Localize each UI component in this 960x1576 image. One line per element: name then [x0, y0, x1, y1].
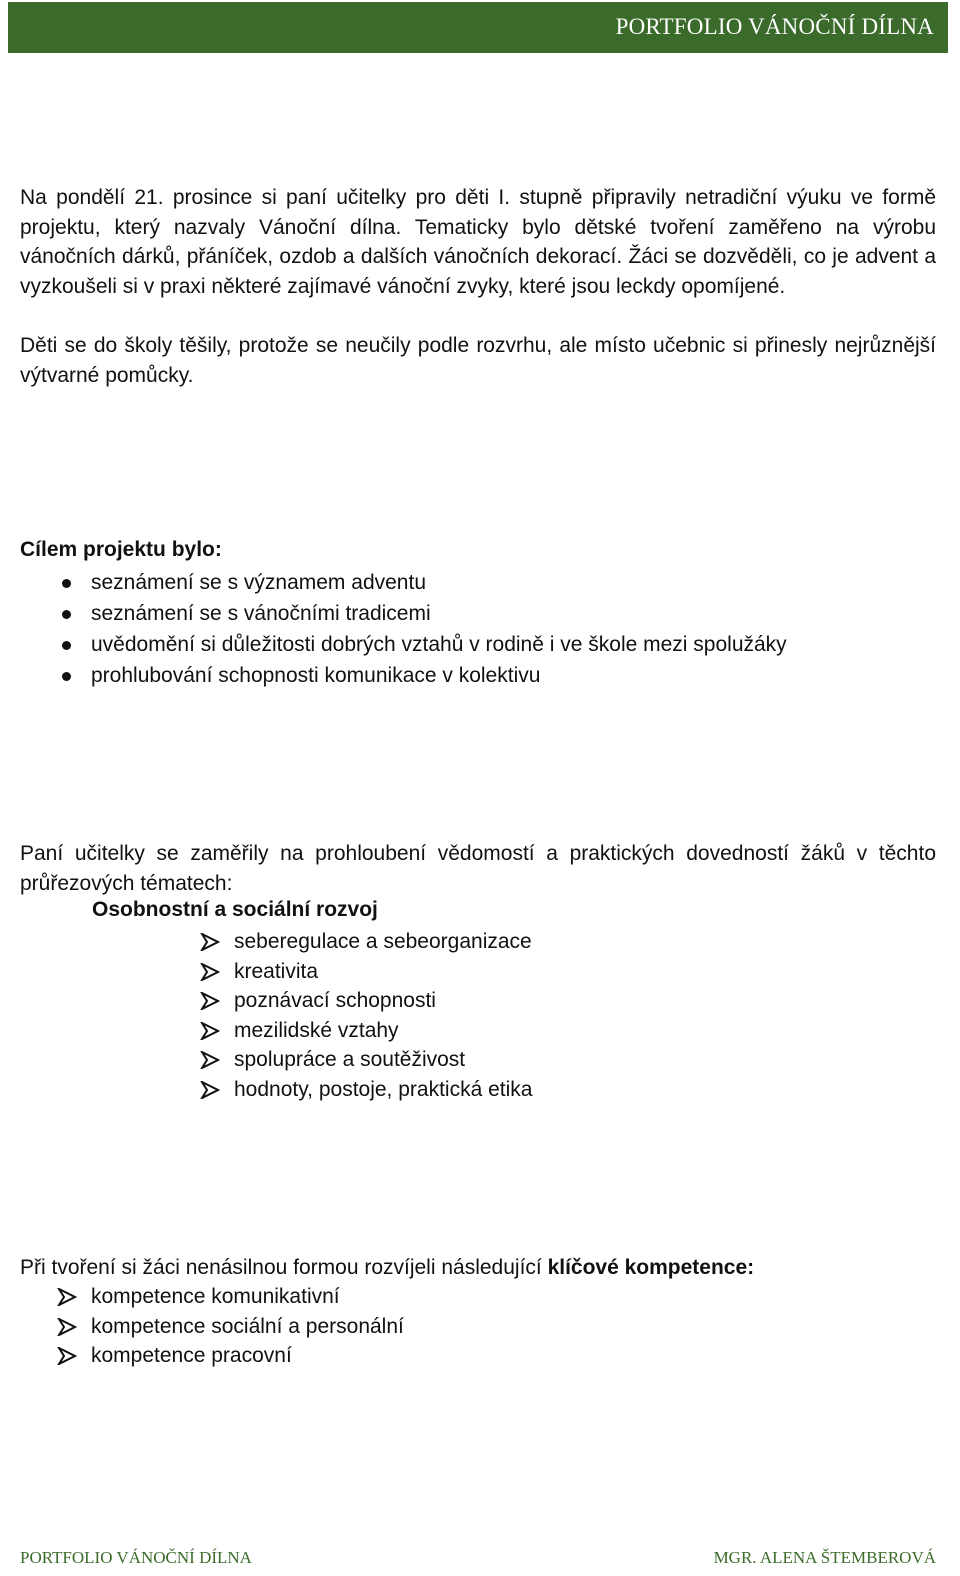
bullet-icon [62, 672, 71, 681]
header-bar [8, 2, 948, 53]
topics-list-item: seberegulace a sebeorganizace [200, 927, 532, 957]
bullet-icon [62, 641, 71, 650]
topics-list-item: mezilidské vztahy [200, 1016, 532, 1046]
arrow-bullet-icon [57, 1347, 77, 1365]
goals-list-item: prohlubování schopnosti komunikace v kolektivu [20, 660, 787, 691]
goals-list-item: seznámení se s vánočními tradicemi [20, 598, 787, 629]
footer-right: MGR. ALENA ŠTEMBEROVÁ [713, 1548, 936, 1567]
competences-list-item: kompetence komunikativní [57, 1282, 404, 1312]
intro-paragraph-1: Na pondělí 21. prosince si paní učitelky pro děti I. stupně připravily netradiční výuku ve formě projektu, který nazvaly Vánoční dílna. Tematicky bylo dětské tvoření zaměřeno na výrobu vánočních dárků, přáníček, ozdob a dalších vánočních dekorací. Žáci se dozvěděli, co je advent a vyzkoušeli si v praxi některé zajímavé vánoční zvyky, které jsou leckdy opomíjené. [20, 186, 936, 298]
competences-list-item: kompetence sociální a personální [57, 1312, 404, 1342]
header-title: PORTFOLIO VÁNOČNÍ DÍLNA [615, 14, 934, 39]
topics-heading: Osobnostní a sociální rozvoj [92, 898, 378, 921]
bullet-icon [62, 579, 71, 588]
arrow-bullet-icon [200, 1051, 220, 1069]
goals-list-item: uvědomění si důležitosti dobrých vztahů v rodině i ve škole mezi spolužáky [20, 629, 787, 660]
arrow-bullet-icon [200, 963, 220, 981]
arrow-bullet-icon [57, 1288, 77, 1306]
competences-list-item: kompetence pracovní [57, 1341, 404, 1371]
topics-intro: Paní učitelky se zaměřily na prohloubení vědomostí a praktických dovedností žáků v těchto průřezových tématech: [20, 842, 936, 895]
bullet-icon [62, 610, 71, 619]
intro-paragraph-2: Děti se do školy těšily, protože se neučily podle rozvrhu, ale místo učebnic si přinesly nejrůznější výtvarné pomůcky. [20, 334, 936, 387]
goals-list [20, 567, 787, 691]
goals-list-item: seznámení se s významem adventu [20, 567, 787, 598]
competences-list [57, 1282, 404, 1371]
arrow-bullet-icon [200, 933, 220, 951]
arrow-bullet-icon [200, 1081, 220, 1099]
arrow-bullet-icon [200, 1022, 220, 1040]
topics-list-item: poznávací schopnosti [200, 986, 532, 1016]
topics-list-item: hodnoty, postoje, praktická etika [200, 1075, 532, 1105]
footer-left: PORTFOLIO VÁNOČNÍ DÍLNA [20, 1548, 252, 1567]
topics-list-item: spolupráce a soutěživost [200, 1045, 532, 1075]
competences-intro-bold: klíčové kompetence: [547, 1256, 755, 1279]
goals-title: Cílem projektu bylo: [20, 538, 222, 561]
arrow-bullet-icon [200, 992, 220, 1010]
topics-list-item: kreativita [200, 957, 532, 987]
topics-list [200, 927, 532, 1105]
competences-intro: Při tvoření si žáci nenásilnou formou rozvíjeli následující klíčové kompetence: [20, 1256, 755, 1279]
arrow-bullet-icon [57, 1318, 77, 1336]
